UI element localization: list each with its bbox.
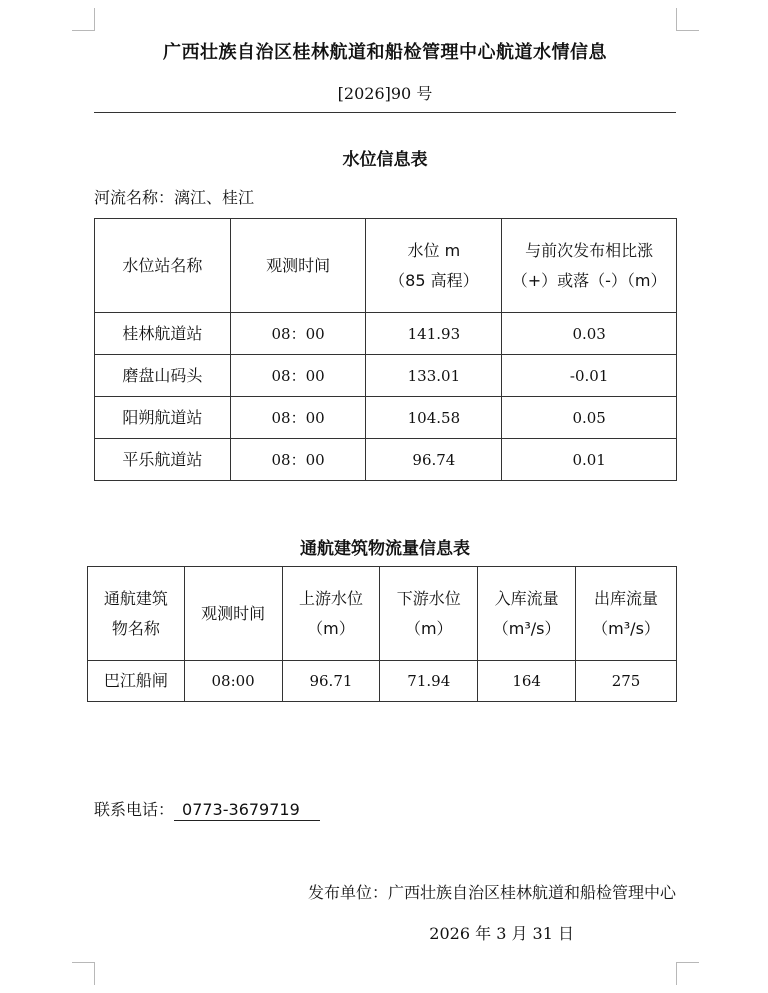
table-row (95, 439, 677, 481)
document-number: [2026]90 号 (337, 84, 433, 103)
header-station: 水位站名称 (95, 219, 231, 313)
header-downstream-line1: 下游水位 (396, 588, 461, 608)
table-row (95, 355, 677, 397)
station-name: 磨盘山码头 (95, 355, 231, 397)
header-outflow-line2: （m³/s） (592, 618, 660, 638)
header-level-line1: 水位 m (407, 240, 461, 260)
page-corner-mark (72, 962, 95, 985)
header-level (366, 219, 502, 313)
contact-phone: 0773-3679719 (174, 800, 320, 821)
header-level-line2: （85 高程） (389, 270, 479, 290)
publisher: 发布单位：广西壮族自治区桂林航道和船检管理中心 (307, 883, 676, 902)
header-inflow-line1: 入库流量 (494, 588, 559, 608)
document-title: 广西壮族自治区桂林航道和船检管理中心航道水情信息 (163, 42, 607, 63)
inflow-value: 164 (478, 661, 576, 702)
table-header-row (95, 219, 677, 313)
header-structure-name-line2: 物名称 (111, 618, 160, 638)
header-structure-name (88, 567, 185, 661)
water-level-table (94, 218, 677, 481)
water-level-value: 96.74 (366, 439, 502, 481)
level-change-value: 0.01 (502, 439, 677, 481)
upstream-level-value: 96.71 (282, 661, 380, 702)
page-corner-mark (676, 8, 699, 31)
header-upstream-line2: （m） (307, 618, 355, 638)
header-upstream (282, 567, 380, 661)
structure-name: 巴江船闸 (88, 661, 185, 702)
header-change-line1: 与前次发布相比涨 (525, 240, 654, 260)
observation-time: 08:00 (184, 661, 282, 702)
water-level-value: 141.93 (366, 313, 502, 355)
header-time: 观测时间 (230, 219, 366, 313)
station-name: 平乐航道站 (95, 439, 231, 481)
header-structure-name-line1: 通航建筑 (103, 588, 168, 608)
water-level-table-title: 水位信息表 (342, 150, 428, 170)
level-change-value: -0.01 (502, 355, 677, 397)
header-upstream-line1: 上游水位 (298, 588, 363, 608)
page-corner-mark (72, 8, 95, 31)
contact-line (94, 797, 320, 821)
publish-date: 2026 年 3 月 31 日 (429, 924, 574, 943)
header-change-line2: （+）或落（-）（m） (511, 270, 667, 290)
header-downstream (380, 567, 478, 661)
level-change-value: 0.05 (502, 397, 677, 439)
table-row (95, 313, 677, 355)
station-name: 桂林航道站 (95, 313, 231, 355)
header-inflow-line2: （m³/s） (492, 618, 561, 638)
header-outflow-line1: 出库流量 (594, 588, 659, 608)
header-change (502, 219, 677, 313)
downstream-level-value: 71.94 (380, 661, 478, 702)
header-time: 观测时间 (184, 567, 282, 661)
header-divider (94, 112, 676, 113)
flow-table-title: 通航建筑物流量信息表 (300, 539, 470, 559)
observation-time: 08：00 (230, 355, 366, 397)
river-name: 河流名称：漓江、桂江 (94, 188, 255, 207)
contact-label: 联系电话： (94, 800, 175, 819)
water-level-value: 133.01 (366, 355, 502, 397)
header-outflow (576, 567, 677, 661)
header-downstream-line2: （m） (404, 618, 453, 638)
observation-time: 08：00 (230, 397, 366, 439)
water-level-value: 104.58 (366, 397, 502, 439)
table-header-row (88, 567, 677, 661)
header-inflow (478, 567, 576, 661)
page-corner-mark (676, 962, 699, 985)
table-row (95, 397, 677, 439)
table-row (88, 661, 677, 702)
flow-table (87, 566, 677, 702)
observation-time: 08：00 (230, 439, 366, 481)
level-change-value: 0.03 (502, 313, 677, 355)
station-name: 阳朔航道站 (95, 397, 231, 439)
outflow-value: 275 (576, 661, 677, 702)
observation-time: 08：00 (230, 313, 366, 355)
